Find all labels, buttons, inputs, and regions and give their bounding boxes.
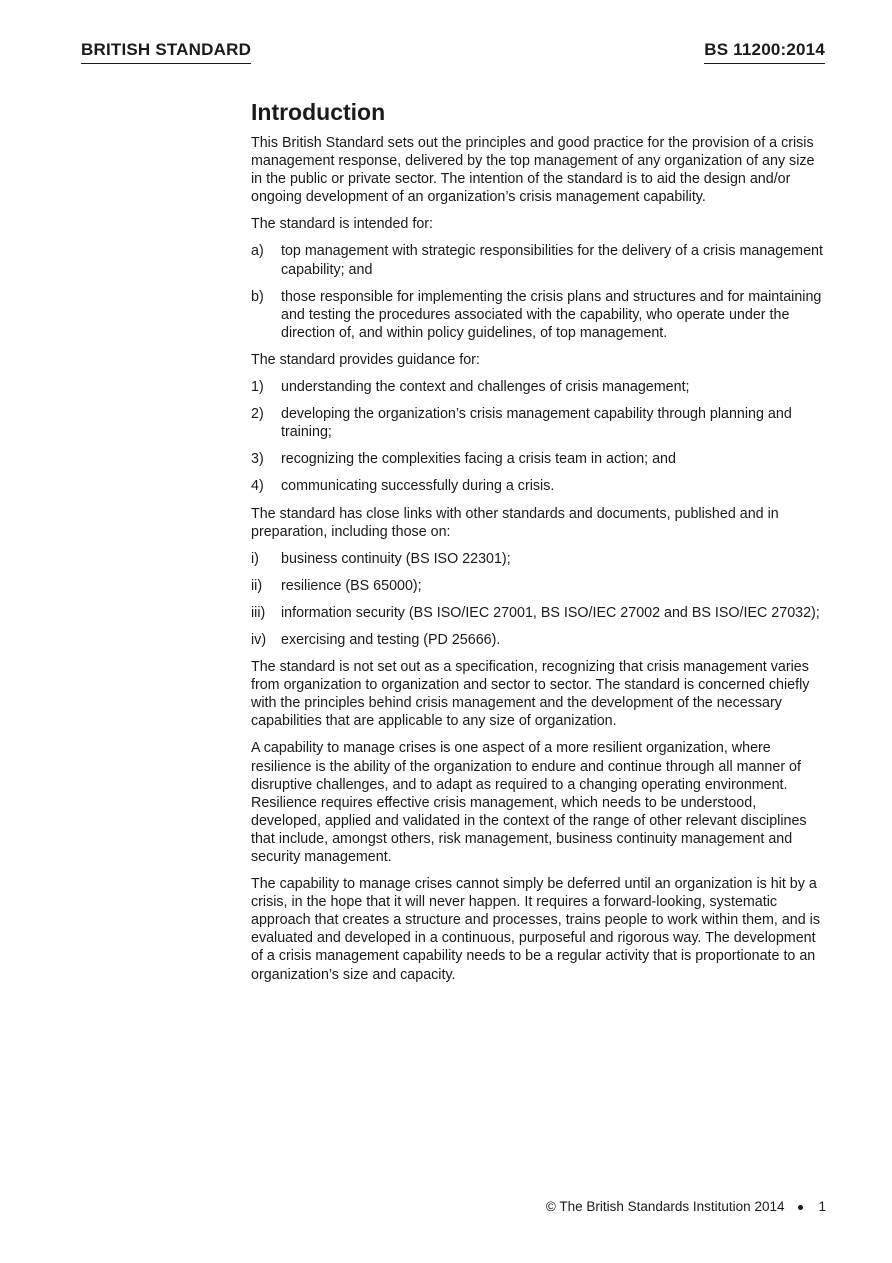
paragraph-not-specification: The standard is not set out as a specification, recognizing that crisis management varies from organization to organization and sector to sector. The standard is concerned chiefly with the principles behind crisis management and the development of the necessary capabilities that are applicable to any size of organization. [251,659,810,730]
list-marker: b) [251,288,264,305]
list-text: business continuity (BS ISO 22301); [281,550,511,567]
standard-number: BS 11200:2014 [704,40,825,64]
guidance-list [251,378,827,495]
list-text: developing the organization’s crisis management capability through planning and training; [281,406,792,441]
paragraph-guidance-for: The standard provides guidance for: [251,351,480,368]
list-text: exercising and testing (PD 25666). [281,631,501,648]
list-text: those responsible for implementing the crisis plans and structures and for maintaining and testing the procedures associated with the capability, who operate under the direction of, and within policy guidelines, of top management. [281,288,822,341]
paragraph-related-standards: The standard has close links with other standards and documents, published and in preparation, including those on: [251,505,779,540]
list-marker: iii) [251,604,266,621]
list-item [251,242,827,278]
paragraph-purpose: This British Standard sets out the principles and good practice for the provision of a crisis management response, delivered by the top management of any organization of any size in the public or private sector. The intention of the standard is to aid the design and/or ongoing development of an organization’s crisis management capability. [251,135,815,206]
list-marker: iv) [251,631,267,648]
list-text: resilience (BS 65000); [281,577,422,594]
list-text: information security (BS ISO/IEC 27001, BS ISO/IEC 27002 and BS ISO/IEC 27032); [281,604,820,621]
paragraph-capability: The capability to manage crises cannot simply be deferred until an organization is hit by a crisis, in the hope that it will never happen. It requires a forward-looking, systematic approach that creates a structure and processes, trains people to work within them, and is evaluated and developed in a continuous, purposeful and rigorous way. The development of a crisis management capability needs to be a regular activity that is proportionate to an organization’s size and capacity. [251,876,820,983]
introduction-section [251,98,827,993]
list-marker: a) [251,243,264,260]
audience-list [251,242,827,341]
related-standards-list [251,550,827,649]
list-item [251,631,827,649]
list-marker: 4) [251,478,264,495]
list-item [251,288,827,342]
list-marker: i) [251,550,259,567]
list-marker: 2) [251,406,264,423]
list-item [251,450,827,468]
bullet-separator-icon [798,1205,803,1210]
list-marker: 1) [251,379,264,396]
list-item [251,550,827,568]
page-number: 1 [818,1199,826,1214]
list-item [251,378,827,396]
paragraph-intended-for: The standard is intended for: [251,216,433,233]
list-text: communicating successfully during a crisis. [281,478,555,495]
paragraph-resilience: A capability to manage crises is one aspect of a more resilient organization, where resilience is the ability of the organization to endure and continue through all manner of disruptive challenges, and to adapt as required to a changing operating environment. Resilience requires effective crisis management, which needs to be understood, developed, applied and validated in the context of the range of other relevant disciplines that include, amongst others, risk management, business continuity management and security management. [251,740,807,865]
section-title: Introduction [251,99,386,125]
list-marker: 3) [251,451,264,468]
list-item [251,477,827,495]
list-text: recognizing the complexities facing a crisis team in action; and [281,451,676,468]
list-text: understanding the context and challenges of crisis management; [281,379,690,396]
page-footer [546,1198,826,1216]
list-item [251,405,827,441]
list-marker: ii) [251,577,263,594]
list-item [251,604,827,622]
copyright-notice: © The British Standards Institution 2014 [545,1199,785,1214]
document-series-label: BRITISH STANDARD [81,40,251,64]
list-item [251,577,827,595]
list-text: top management with strategic responsibilities for the delivery of a crisis management capability; and [281,243,823,278]
